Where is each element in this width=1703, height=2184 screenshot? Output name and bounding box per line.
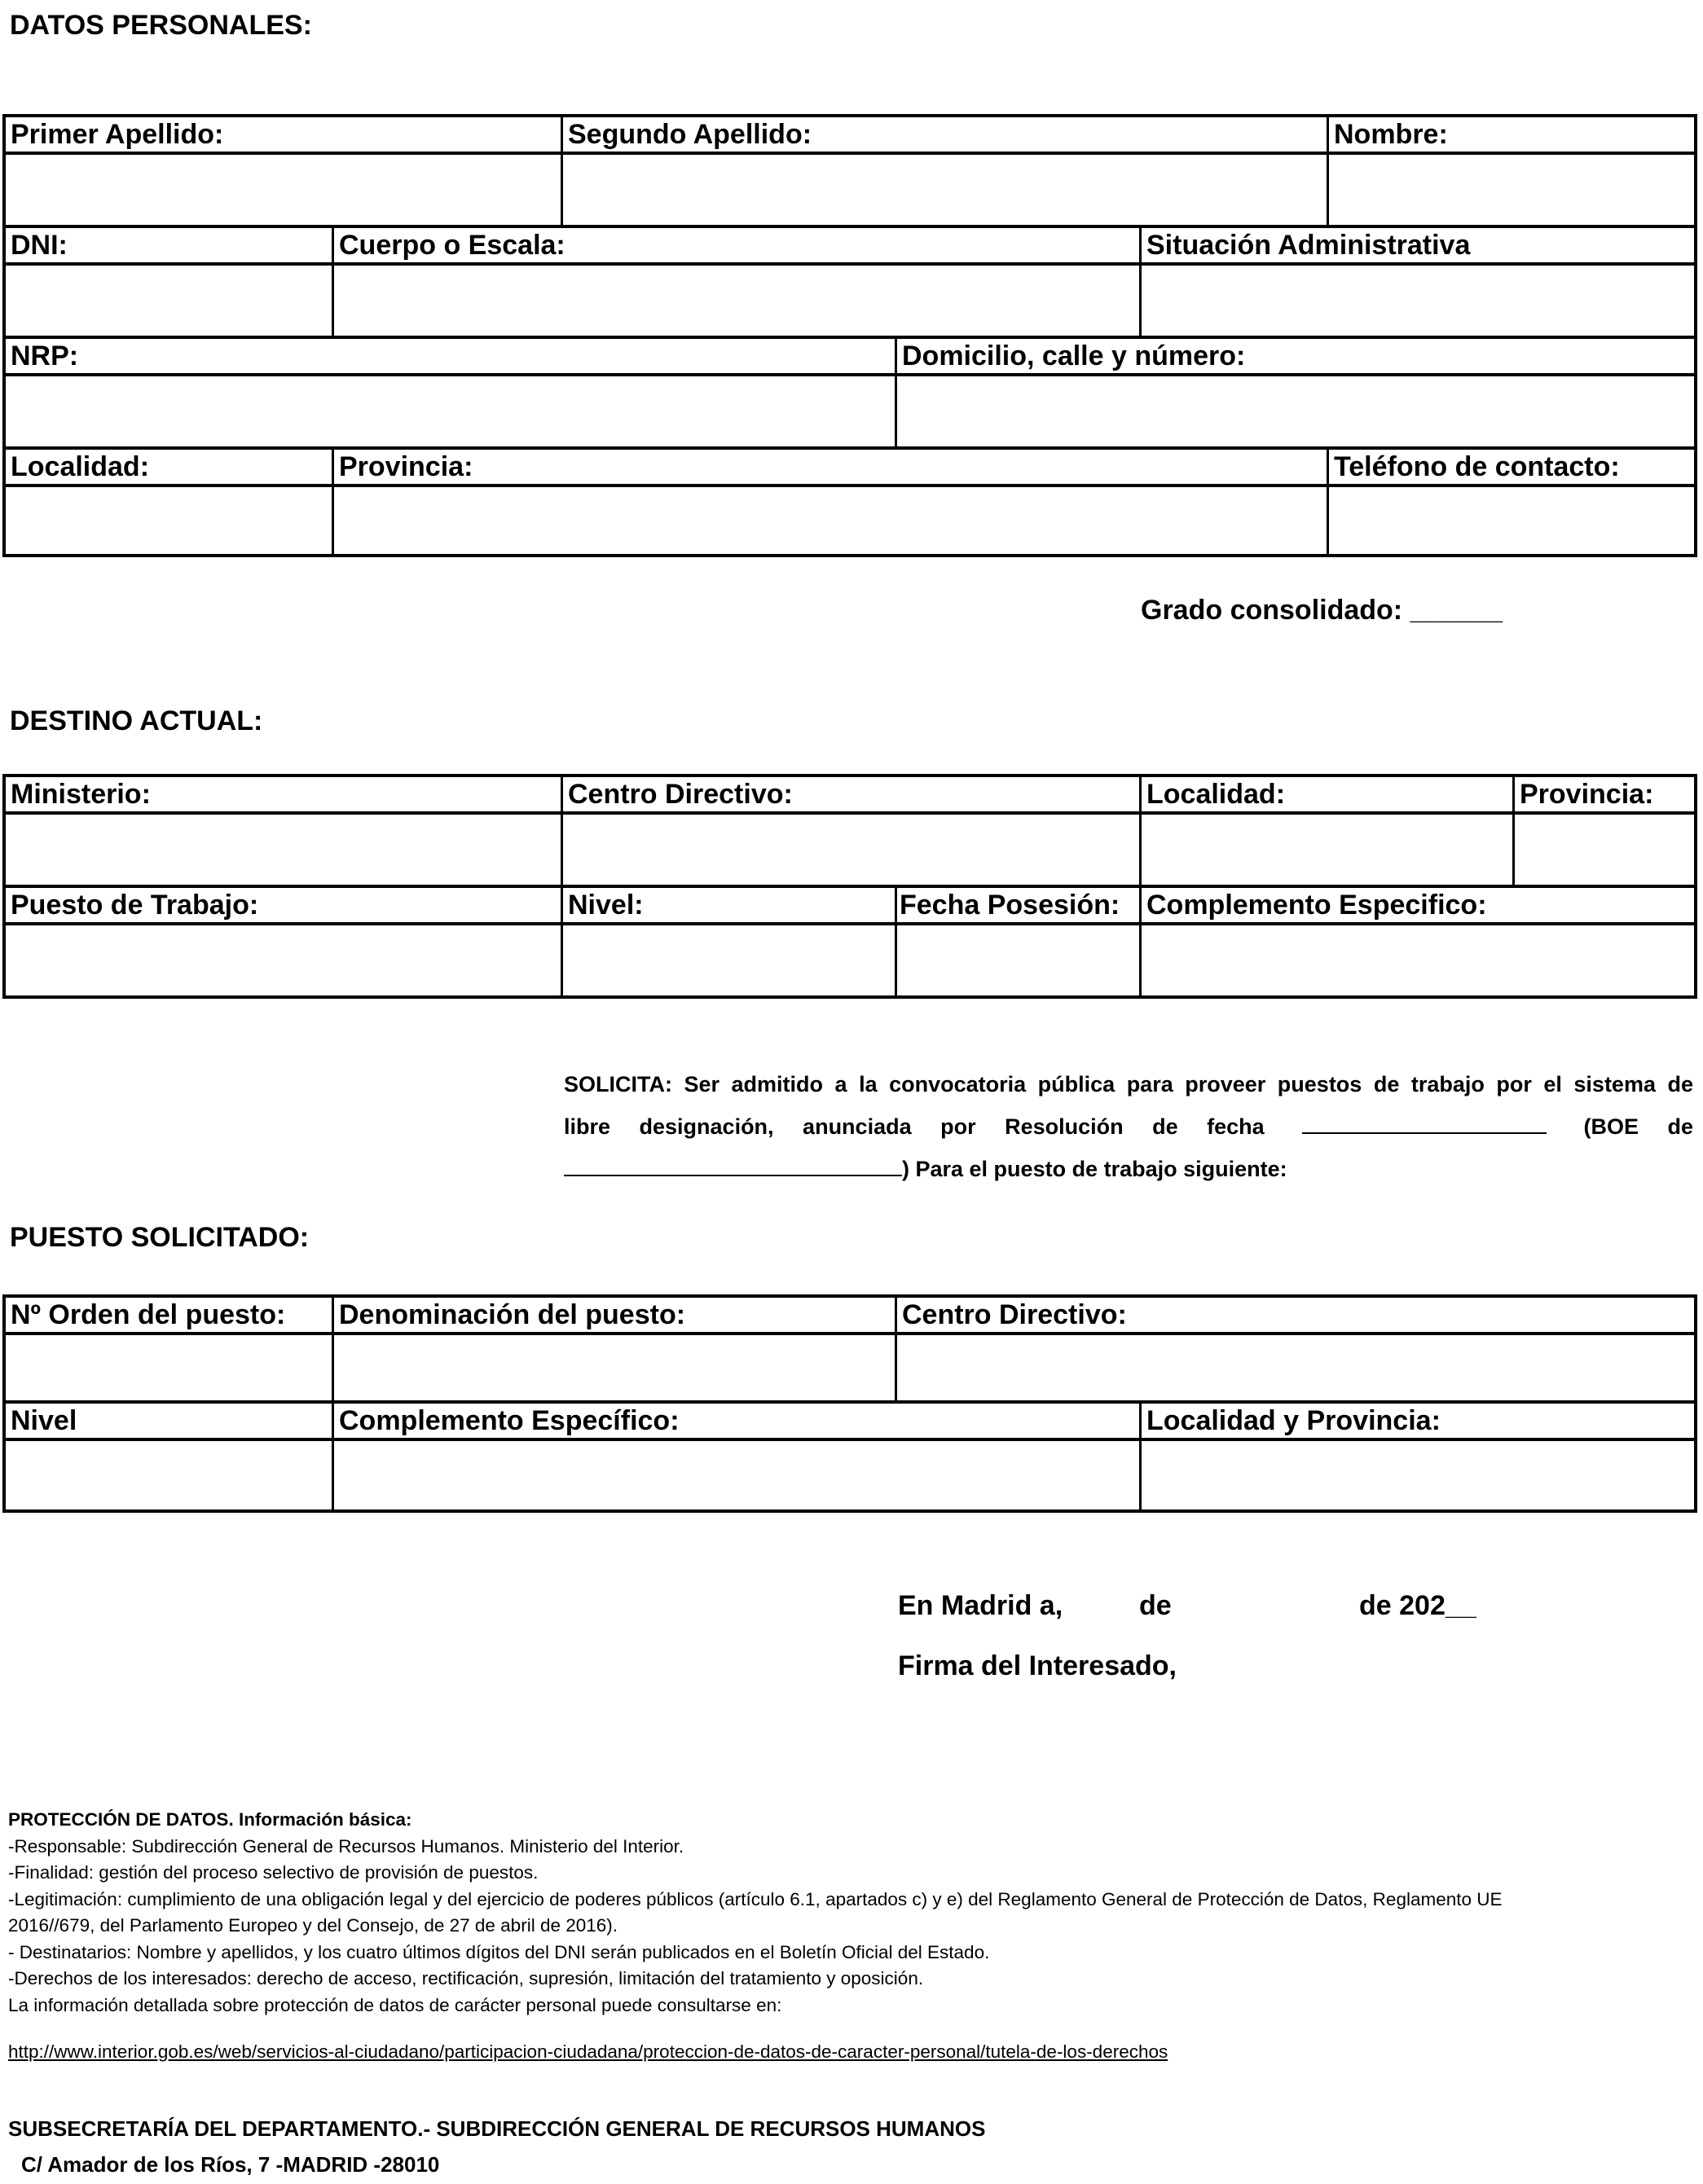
label-segundo-apellido: Segundo Apellido: — [568, 119, 812, 150]
grado-consolidado-label: Grado consolidado: — [1141, 595, 1403, 626]
date-de-1: de — [1139, 1590, 1172, 1621]
label-ministerio: Ministerio: — [11, 779, 151, 810]
proteccion-line: -Responsable: Subdirección General de Recursos Humanos. Ministerio del Interior. — [8, 1835, 684, 1857]
label-complemento-especifico: Complemento Especifico: — [1146, 890, 1487, 921]
n-orden-input[interactable] — [6, 1335, 332, 1400]
label-situacion-administrativa: Situación Administrativa — [1146, 230, 1471, 261]
centro-directivo-input[interactable] — [563, 815, 1139, 885]
solicita-paragraph — [564, 1063, 1693, 1190]
proteccion-line: 2016//679, del Parlamento Europeo y del Consejo, de 27 de abril de 2016). — [8, 1915, 618, 1936]
telefono-input[interactable] — [1329, 487, 1694, 554]
cuerpo-escala-input[interactable] — [334, 266, 1139, 336]
section-title-destino-actual: DESTINO ACTUAL: — [10, 705, 263, 736]
label-nrp: NRP: — [11, 341, 79, 371]
row-labels-3 — [6, 339, 1694, 376]
row-inputs-1 — [6, 155, 1694, 228]
label-provincia-destino: Provincia: — [1520, 779, 1654, 810]
label-dni: DNI: — [11, 230, 68, 261]
label-localidad-provincia: Localidad y Provincia: — [1146, 1405, 1441, 1436]
section-title-puesto-solicitado: PUESTO SOLICITADO: — [10, 1222, 310, 1253]
nrp-input[interactable] — [6, 376, 895, 446]
row-inputs-3 — [6, 376, 1694, 450]
proteccion-datos-heading: PROTECCIÓN DE DATOS. Información básica: — [8, 1809, 412, 1830]
row-labels-puesto-2 — [6, 1404, 1694, 1441]
row-inputs-destino-1 — [6, 815, 1694, 888]
proteccion-line: -Legitimación: cumplimiento de una obligación legal y del ejercicio de poderes públicos (artículo 6.1, apartados c) y e) del Reglamento General de Protección de Datos, Reglamento UE — [8, 1888, 1503, 1909]
nivel-input[interactable] — [563, 925, 895, 995]
label-domicilio: Domicilio, calle y número: — [902, 341, 1246, 371]
proteccion-datos-block — [8, 1807, 1503, 2019]
solicita-line-1: SOLICITA: Ser admitido a la convocatoria pública para proveer puestos de trabajo por el sistema de — [564, 1072, 1693, 1096]
label-nivel-puesto: Nivel — [11, 1405, 77, 1436]
section-title-datos-personales: DATOS PERSONALES: — [10, 10, 312, 41]
label-centro-directivo-puesto: Centro Directivo: — [902, 1299, 1127, 1330]
proteccion-line: -Finalidad: gestión del proceso selectivo de provisión de puestos. — [8, 1862, 539, 1883]
domicilio-input[interactable] — [897, 376, 1694, 446]
puesto-solicitado-table — [2, 1294, 1697, 1513]
row-inputs-4 — [6, 487, 1694, 554]
proteccion-line: - Destinatarios: Nombre y apellidos, y los cuatro últimos dígitos del DNI serán publicados en el Boletín Oficial del Estado. — [8, 1941, 990, 1962]
ministerio-input[interactable] — [6, 815, 561, 885]
label-puesto-trabajo: Puesto de Trabajo: — [11, 890, 259, 921]
label-nombre: Nombre: — [1334, 119, 1448, 150]
proteccion-line: -Derechos de los interesados: derecho de acceso, rectificación, supresión, limitación del tratamiento y oposición. — [8, 1968, 924, 1988]
denominacion-input[interactable] — [334, 1335, 895, 1400]
row-labels-destino-1 — [6, 777, 1694, 815]
fecha-posesion-input[interactable] — [897, 925, 1139, 995]
label-n-orden: Nº Orden del puesto: — [11, 1299, 286, 1330]
grado-consolidado — [1141, 595, 1503, 626]
grado-consolidado-blank[interactable]: ______ — [1410, 595, 1503, 626]
label-localidad: Localidad: — [11, 451, 150, 482]
proteccion-line: La información detallada sobre protección de datos de carácter personal puede consultarse en: — [8, 1994, 782, 2015]
label-cell-nombre — [1327, 117, 1694, 152]
label-fecha-posesion: Fecha Posesión: — [900, 890, 1120, 921]
solicita-boe-text: (BOE de — [1583, 1114, 1693, 1139]
row-labels-2 — [6, 228, 1694, 266]
row-inputs-puesto-1 — [6, 1335, 1694, 1404]
label-cell-primer-apellido — [6, 117, 561, 152]
puesto-trabajo-input[interactable] — [6, 925, 561, 995]
solicita-line-3 — [564, 1148, 1693, 1190]
label-centro-directivo: Centro Directivo: — [568, 779, 793, 810]
segundo-apellido-input[interactable] — [563, 155, 1327, 225]
complemento-especifico-input[interactable] — [1142, 925, 1694, 995]
label-provincia: Provincia: — [339, 451, 473, 482]
primer-apellido-input[interactable] — [6, 155, 561, 225]
row-inputs-destino-2 — [6, 925, 1694, 995]
label-primer-apellido: Primer Apellido: — [11, 119, 224, 150]
provincia-destino-input[interactable] — [1515, 815, 1694, 885]
localidad-input[interactable] — [6, 487, 332, 554]
en-madrid-label: En Madrid a, — [898, 1590, 1063, 1621]
footer-subsecretaria: SUBSECRETARÍA DEL DEPARTAMENTO.- SUBDIRECCIÓN GENERAL DE RECURSOS HUMANOS — [8, 2116, 986, 2141]
label-cell-segundo-apellido — [561, 117, 1327, 152]
date-de-2: de 202__ — [1359, 1590, 1476, 1621]
destino-actual-table — [2, 774, 1697, 999]
localidad-provincia-input[interactable] — [1142, 1441, 1694, 1509]
complemento-especifico-puesto-input[interactable] — [334, 1441, 1139, 1509]
solicita-line-2-text: libre designación, anunciada por Resolución de fecha — [564, 1114, 1265, 1139]
row-labels-puesto-1 — [6, 1298, 1694, 1335]
row-inputs-puesto-2 — [6, 1441, 1694, 1509]
situacion-administrativa-input[interactable] — [1142, 266, 1694, 336]
localidad-destino-input[interactable] — [1142, 815, 1512, 885]
resolucion-fecha-blank[interactable] — [1302, 1113, 1547, 1134]
label-complemento-especifico-puesto: Complemento Específico: — [339, 1405, 680, 1436]
proteccion-datos-link[interactable]: http://www.interior.gob.es/web/servicios-al-ciudadano/participacion-ciudadana/proteccion-de-datos-de-caracter-personal/tutela-de-los-derechos — [8, 2041, 1168, 2062]
nombre-input[interactable] — [1329, 155, 1694, 225]
label-nivel: Nivel: — [568, 890, 644, 921]
row-inputs-2 — [6, 266, 1694, 339]
nivel-puesto-input[interactable] — [6, 1441, 332, 1509]
row-labels-destino-2 — [6, 888, 1694, 925]
row-labels-4 — [6, 450, 1694, 487]
datos-personales-table — [2, 114, 1697, 557]
firma-interesado-label: Firma del Interesado, — [898, 1650, 1177, 1681]
label-telefono: Teléfono de contacto: — [1334, 451, 1620, 482]
centro-directivo-puesto-input[interactable] — [897, 1335, 1694, 1400]
dni-input[interactable] — [6, 266, 332, 336]
footer-address: C/ Amador de los Ríos, 7 -MADRID -28010 — [21, 2152, 440, 2177]
boe-fecha-blank[interactable] — [564, 1155, 902, 1176]
label-denominacion: Denominación del puesto: — [339, 1299, 686, 1330]
label-localidad-destino: Localidad: — [1146, 779, 1286, 810]
label-cuerpo-escala: Cuerpo o Escala: — [339, 230, 565, 261]
row-labels-1 — [6, 117, 1694, 155]
solicita-line-3-text: ) Para el puesto de trabajo siguiente: — [902, 1157, 1287, 1181]
provincia-input[interactable] — [334, 487, 1327, 554]
solicita-line-2 — [564, 1105, 1693, 1148]
